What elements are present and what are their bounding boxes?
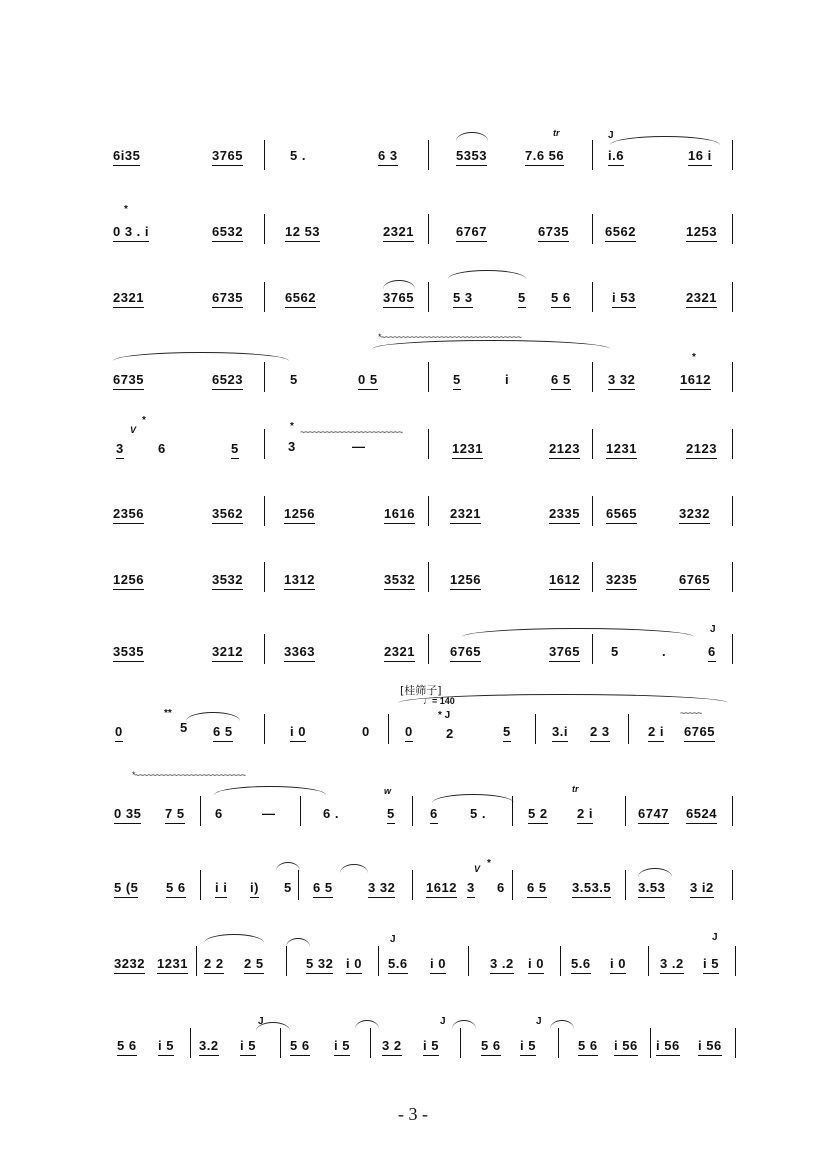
- score-row-4: [0, 332, 826, 400]
- barline: [735, 946, 736, 976]
- barline: [428, 362, 429, 392]
- slur: [550, 1020, 574, 1029]
- note-group: 5: [284, 880, 292, 895]
- note-group: 2356: [113, 506, 144, 524]
- note-group: 3562: [212, 506, 243, 524]
- note-group: 6735: [212, 290, 243, 308]
- barline: [264, 429, 265, 459]
- breath-mark: V: [474, 864, 481, 874]
- note-group: 3765: [383, 290, 414, 308]
- note-group: 5 32: [306, 956, 333, 974]
- barline: [428, 634, 429, 664]
- barline: [264, 562, 265, 592]
- note-group: 6i35: [113, 148, 140, 166]
- barline: [732, 214, 733, 244]
- barline: [428, 140, 429, 170]
- note-group: 3.53: [638, 880, 665, 898]
- note-group: 5.6: [388, 956, 408, 974]
- barline: [735, 1028, 736, 1058]
- beat-mark: J: [712, 932, 718, 943]
- note-group: 5 6: [117, 1038, 137, 1056]
- vibrato-mark: *~~~~~~~~~~~~~~~~~~~~~~~~~~: [132, 770, 246, 780]
- note-group: 1231: [157, 956, 188, 974]
- note-group: 5: [503, 724, 511, 742]
- barline: [388, 714, 389, 744]
- note-group: 1256: [450, 572, 481, 590]
- note-group: 6562: [285, 290, 316, 308]
- note-group: 1616: [384, 506, 415, 524]
- note-group: 7 5: [165, 806, 185, 824]
- section-name: [桂筛子]: [400, 684, 442, 697]
- note-group: 3 i2: [690, 880, 714, 898]
- note-group: 1312: [284, 572, 315, 590]
- slur: [638, 868, 672, 877]
- note-group: 5 (5: [114, 880, 138, 898]
- barline: [378, 946, 379, 976]
- note-group: i): [250, 880, 259, 898]
- note-group: —: [262, 806, 276, 821]
- barline: [732, 796, 733, 826]
- barline: [512, 796, 513, 826]
- score-row-9: [0, 684, 826, 754]
- note-group: 3 2: [382, 1038, 402, 1056]
- note-group: 5: [611, 644, 619, 659]
- note-group: 6: [430, 806, 438, 824]
- note-group: 3.i: [552, 724, 568, 742]
- note-group: 3: [467, 880, 475, 898]
- barline: [460, 1028, 461, 1058]
- note-group: 5 6: [290, 1038, 310, 1056]
- note-group: i 0: [430, 956, 446, 974]
- trill-mark: tr: [553, 128, 560, 138]
- barline: [264, 496, 265, 526]
- slur: [186, 712, 240, 721]
- note-group: 6565: [606, 506, 637, 524]
- note-group: 6: [708, 644, 716, 662]
- barline: [428, 282, 429, 312]
- note-group: 3363: [284, 644, 315, 662]
- mordent-mark: w: [384, 786, 392, 796]
- barline: [412, 796, 413, 826]
- note-group: 1612: [680, 372, 711, 390]
- slur: [383, 280, 415, 289]
- note-group: 2123: [686, 441, 717, 459]
- score-row-2: [0, 202, 826, 262]
- note-group: 2321: [450, 506, 481, 524]
- note-group: 2 3: [590, 724, 610, 742]
- note-group: 6 .: [323, 806, 339, 821]
- note-group: i 56: [614, 1038, 638, 1056]
- note-group: i 0: [528, 956, 544, 974]
- note-group: 3532: [384, 572, 415, 590]
- score-row-10: [0, 770, 826, 830]
- barline: [648, 946, 649, 976]
- note-group: 6735: [538, 224, 569, 242]
- beat-mark: J: [536, 1016, 542, 1027]
- barline: [300, 796, 301, 826]
- note-group: 6532: [212, 224, 243, 242]
- beat-mark: J: [258, 1016, 264, 1027]
- barline: [732, 562, 733, 592]
- barline: [592, 362, 593, 392]
- note-group: 3765: [549, 644, 580, 662]
- note-group: 1612: [549, 572, 580, 590]
- note-group: 3: [288, 439, 296, 454]
- note-group: 5: [180, 720, 188, 735]
- note-group: 2 i: [577, 806, 593, 824]
- note-group: i: [505, 372, 510, 387]
- note-group: 3232: [679, 506, 710, 524]
- score-row-5: [0, 415, 826, 475]
- ornament-mark: **: [164, 708, 172, 719]
- note-group: 3 32: [608, 372, 635, 390]
- note-group: 7.6 56: [525, 148, 564, 166]
- barline: [286, 946, 287, 976]
- note-group: 5 6: [481, 1038, 501, 1056]
- slur: [462, 628, 694, 637]
- note-group: 3235: [606, 572, 637, 590]
- ornament-mark: *: [142, 415, 146, 426]
- barline: [512, 870, 513, 900]
- barline: [592, 429, 593, 459]
- score-row-13: [0, 1010, 826, 1070]
- note-group: 3532: [212, 572, 243, 590]
- ornament-mark: *: [124, 204, 128, 215]
- note-group: i 53: [612, 290, 636, 308]
- barline: [264, 634, 265, 664]
- barline: [535, 714, 536, 744]
- barline: [732, 362, 733, 392]
- note-group: i.6: [608, 148, 624, 166]
- slur: [448, 270, 526, 279]
- note-group: i 5: [240, 1038, 256, 1056]
- slur: [432, 794, 514, 803]
- note-group: 3535: [113, 644, 144, 662]
- note-group: i 5: [334, 1038, 350, 1056]
- trill-mark: tr: [572, 784, 579, 794]
- barline: [412, 870, 413, 900]
- barline: [732, 634, 733, 664]
- note-group: 3 .2: [660, 956, 684, 974]
- barline: [298, 870, 299, 900]
- note-group: 0: [115, 724, 123, 742]
- barline: [592, 214, 593, 244]
- note-group: 1231: [452, 441, 483, 459]
- note-group: 6523: [212, 372, 243, 390]
- barline: [732, 496, 733, 526]
- barline: [264, 214, 265, 244]
- note-group: 5 6: [166, 880, 186, 898]
- barline: [196, 946, 197, 976]
- note-group: .: [662, 644, 667, 659]
- barline: [592, 634, 593, 664]
- note-group: 0: [405, 724, 413, 742]
- beat-mark: J: [608, 130, 614, 141]
- note-group: i 0: [290, 724, 306, 742]
- ornament-mark: * J: [438, 710, 451, 721]
- barline: [428, 429, 429, 459]
- note-group: 2321: [383, 224, 414, 242]
- note-group: 5: [290, 372, 298, 387]
- barline: [625, 870, 626, 900]
- note-group: i 5: [703, 956, 719, 974]
- note-group: i 56: [698, 1038, 722, 1056]
- note-group: 0 35: [114, 806, 141, 824]
- note-group: 2: [446, 726, 454, 741]
- barline: [560, 946, 561, 976]
- slur: [355, 1020, 379, 1029]
- note-group: 0 5: [358, 372, 378, 390]
- note-group: i 56: [656, 1038, 680, 1056]
- note-group: i 0: [610, 956, 626, 974]
- note-group: 3.2: [199, 1038, 219, 1056]
- barline: [625, 796, 626, 826]
- barline: [732, 282, 733, 312]
- note-group: 5 .: [470, 806, 486, 821]
- note-group: 6765: [679, 572, 710, 590]
- score-row-12: [0, 930, 826, 990]
- note-group: 6562: [605, 224, 636, 242]
- note-group: 6 5: [213, 724, 233, 742]
- barline: [592, 562, 593, 592]
- note-group: i 5: [520, 1038, 536, 1056]
- barline: [650, 1028, 651, 1058]
- note-group: 5 .: [290, 148, 306, 163]
- note-group: 6: [215, 806, 223, 821]
- barline: [264, 282, 265, 312]
- note-group: 3765: [212, 148, 243, 166]
- slur: [610, 136, 720, 145]
- note-group: 5: [387, 806, 395, 824]
- page-number: - 3 -: [398, 1104, 428, 1124]
- note-group: 1231: [606, 441, 637, 459]
- note-group: 5: [453, 372, 461, 390]
- barline: [428, 562, 429, 592]
- breath-mark: V: [130, 425, 137, 435]
- barline: [200, 870, 201, 900]
- ornament-mark: *: [487, 858, 491, 869]
- beat-mark: J: [710, 624, 716, 635]
- note-group: 5: [231, 441, 239, 459]
- score-row-11: [0, 850, 826, 910]
- note-group: 5 6: [551, 290, 571, 308]
- barline: [732, 429, 733, 459]
- vibrato-mark: ~~~~~: [680, 708, 702, 718]
- note-group: 1256: [284, 506, 315, 524]
- note-group: 2321: [384, 644, 415, 662]
- note-group: 6 5: [551, 372, 571, 390]
- note-group: 6765: [684, 724, 715, 742]
- vibrato-mark: *~~~~~~~~~~~~~~~~~~~~~~~~~~~~~~~~~: [378, 332, 521, 342]
- note-group: 6 5: [313, 880, 333, 898]
- note-group: 5 3: [453, 290, 473, 308]
- note-group: 2 5: [244, 956, 264, 974]
- barline: [428, 214, 429, 244]
- note-group: 3: [116, 441, 124, 459]
- note-group: 2321: [686, 290, 717, 308]
- score-row-7: [0, 558, 826, 618]
- note-group: —: [352, 439, 366, 454]
- slur: [452, 1020, 476, 1029]
- ornament-mark: *: [290, 421, 294, 432]
- ornament-mark: *: [692, 352, 696, 363]
- barline: [592, 496, 593, 526]
- note-group: 1256: [113, 572, 144, 590]
- score-row-3: [0, 270, 826, 330]
- note-group: 6747: [638, 806, 669, 824]
- barline: [558, 1028, 559, 1058]
- note-group: 6735: [113, 372, 144, 390]
- note-group: 3 .2: [490, 956, 514, 974]
- note-group: i i: [215, 880, 227, 898]
- slur: [113, 352, 289, 361]
- note-group: 3 32: [368, 880, 395, 898]
- slur: [340, 864, 368, 873]
- note-group: 12 53: [285, 224, 320, 242]
- slur: [256, 1022, 290, 1031]
- barline: [428, 496, 429, 526]
- barline: [264, 362, 265, 392]
- note-group: 0: [362, 724, 370, 739]
- barline: [732, 870, 733, 900]
- slur: [214, 786, 326, 795]
- note-group: 5 6: [578, 1038, 598, 1056]
- note-group: 2123: [549, 441, 580, 459]
- note-group: 2 i: [648, 724, 664, 742]
- note-group: 3232: [114, 956, 145, 974]
- note-group: 5353: [456, 148, 487, 166]
- note-group: 2335: [549, 506, 580, 524]
- note-group: 16 i: [688, 148, 712, 166]
- note-group: i 0: [346, 956, 362, 974]
- note-group: 6767: [456, 224, 487, 242]
- note-group: 5 2: [528, 806, 548, 824]
- note-group: 3212: [212, 644, 243, 662]
- note-group: 3.53.5: [572, 880, 611, 898]
- barline: [732, 140, 733, 170]
- note-group: 6: [158, 441, 166, 456]
- note-group: i 5: [158, 1038, 174, 1056]
- score-row-6: [0, 490, 826, 550]
- barline: [592, 140, 593, 170]
- barline: [468, 946, 469, 976]
- slur: [204, 934, 264, 943]
- score-row-1: [0, 128, 826, 188]
- note-group: 1612: [426, 880, 457, 898]
- beat-mark: J: [390, 934, 396, 945]
- note-group: 6: [497, 880, 505, 895]
- score-row-8: [0, 624, 826, 688]
- barline: [200, 796, 201, 826]
- barline: [264, 714, 265, 744]
- barline: [190, 1028, 191, 1058]
- note-group: 2321: [113, 290, 144, 308]
- barline: [280, 1028, 281, 1058]
- barline: [370, 1028, 371, 1058]
- barline: [264, 140, 265, 170]
- barline: [592, 282, 593, 312]
- vibrato-mark: ~~~~~~~~~~~~~~~~~~~~~~~~: [300, 427, 403, 437]
- tempo-mark: ♩= 140: [423, 696, 455, 706]
- note-group: 6765: [450, 644, 481, 662]
- slur: [456, 132, 488, 141]
- slur: [286, 938, 310, 947]
- note-group: 5.6: [571, 956, 591, 974]
- note-group: 6 5: [527, 880, 547, 898]
- note-group: 1253: [686, 224, 717, 242]
- beat-mark: J: [440, 1016, 446, 1027]
- note-group: 5: [518, 290, 526, 308]
- barline: [628, 714, 629, 744]
- note-group: 2 2: [204, 956, 224, 974]
- note-group: 0 3 . i: [113, 224, 149, 242]
- slur: [276, 862, 300, 871]
- note-group: 6 3: [378, 148, 398, 166]
- note-group: i 5: [423, 1038, 439, 1056]
- note-group: 6524: [686, 806, 717, 824]
